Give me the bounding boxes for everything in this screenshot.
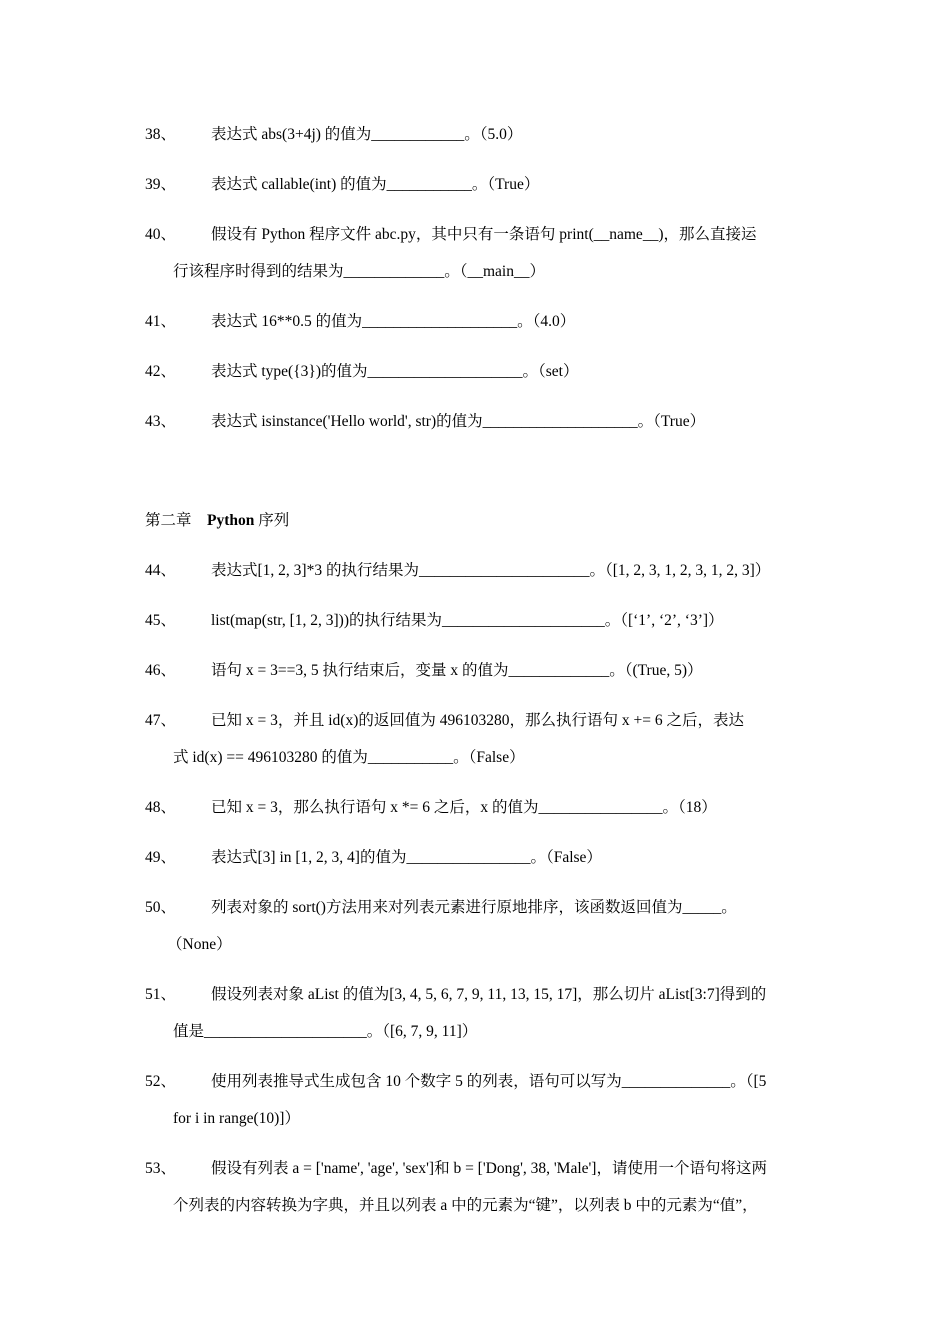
question-text: 已知 x = 3，并且 id(x)的返回值为 496103280，那么执行语句 x += 6 之后，表达 — [211, 712, 744, 729]
question-number: 51、 — [145, 986, 177, 1003]
question-40 — [145, 216, 807, 290]
question-number: 48、 — [145, 799, 177, 816]
question-44 — [145, 552, 807, 589]
question-46 — [145, 652, 807, 689]
question-text-continued: （None） — [167, 936, 232, 953]
question-43 — [145, 403, 807, 440]
question-52 — [145, 1063, 807, 1137]
question-text: 使用列表推导式生成包含 10 个数字 5 的列表，语句可以写为______________。（[5 — [211, 1073, 767, 1090]
question-number: 39、 — [145, 176, 177, 193]
question-42 — [145, 353, 807, 390]
question-text: 表达式[1, 2, 3]*3 的执行结果为______________________。（[1, 2, 3, 1, 2, 3, 1, 2, 3]） — [211, 562, 771, 579]
question-text-continued: 行该程序时得到的结果为_____________。（__main__） — [173, 263, 545, 280]
question-53 — [145, 1150, 807, 1224]
question-text: 表达式 type({3})的值为____________________。（set） — [211, 363, 579, 380]
question-text-continued: 值是_____________________。（[6, 7, 9, 11]） — [173, 1023, 478, 1040]
question-text-continued: 个列表的内容转换为字典，并且以列表 a 中的元素为“键”，以列表 b 中的元素为“值”， — [173, 1197, 758, 1214]
question-39 — [145, 166, 807, 203]
chapter-title-bold: Python — [207, 512, 255, 529]
question-number: 52、 — [145, 1073, 177, 1090]
question-text: 假设有 Python 程序文件 abc.py，其中只有一条语句 print(__name__)，那么直接运 — [211, 226, 757, 243]
question-text: 假设有列表 a = ['name', 'age', 'sex']和 b = ['Dong', 38, 'Male']，请使用一个语句将这两 — [211, 1160, 767, 1177]
question-number: 38、 — [145, 126, 177, 143]
question-text: 语句 x = 3==3, 5 执行结束后，变量 x 的值为_____________。（(True, 5)） — [211, 662, 703, 679]
question-number: 42、 — [145, 363, 177, 380]
chapter-heading — [145, 507, 289, 535]
question-text: 表达式 callable(int) 的值为___________。（True） — [211, 176, 540, 193]
question-number: 50、 — [145, 899, 177, 916]
question-number: 41、 — [145, 313, 177, 330]
question-number: 49、 — [145, 849, 177, 866]
question-text: list(map(str, [1, 2, 3]))的执行结果为_____________________。（[‘1’, ‘2’, ‘3’]） — [211, 612, 724, 629]
question-number: 40、 — [145, 226, 177, 243]
question-number: 46、 — [145, 662, 177, 679]
question-text: 表达式 16**0.5 的值为____________________。（4.0） — [211, 313, 576, 330]
question-48 — [145, 789, 807, 826]
question-number: 43、 — [145, 413, 177, 430]
question-41 — [145, 303, 807, 340]
chapter-suffix: 序列 — [258, 512, 290, 529]
question-51 — [145, 976, 807, 1050]
question-text-continued: for i in range(10)]） — [173, 1110, 300, 1127]
question-text: 假设列表对象 aList 的值为[3, 4, 5, 6, 7, 9, 11, 13, 15, 17]，那么切片 aList[3:7]得到的 — [211, 986, 767, 1003]
question-38 — [145, 116, 807, 153]
question-47 — [145, 702, 807, 776]
chapter-prefix: 第二章 — [145, 512, 192, 529]
question-text: 表达式 isinstance('Hello world', str)的值为____________________。（True） — [211, 413, 706, 430]
question-text: 列表对象的 sort()方法用来对列表元素进行原地排序，该函数返回值为_____。 — [211, 899, 737, 916]
question-text: 表达式 abs(3+4j) 的值为____________。（5.0） — [211, 126, 523, 143]
question-text: 已知 x = 3，那么执行语句 x *= 6 之后，x 的值为________________。（18） — [211, 799, 717, 816]
question-50 — [145, 889, 807, 963]
question-text: 表达式[3] in [1, 2, 3, 4]的值为________________。（False） — [211, 849, 602, 866]
question-number: 53、 — [145, 1160, 177, 1177]
question-text-continued: 式 id(x) == 496103280 的值为___________。（False） — [173, 749, 525, 766]
question-number: 47、 — [145, 712, 177, 729]
question-49 — [145, 839, 807, 876]
question-number: 44、 — [145, 562, 177, 579]
question-45 — [145, 602, 807, 639]
question-number: 45、 — [145, 612, 177, 629]
